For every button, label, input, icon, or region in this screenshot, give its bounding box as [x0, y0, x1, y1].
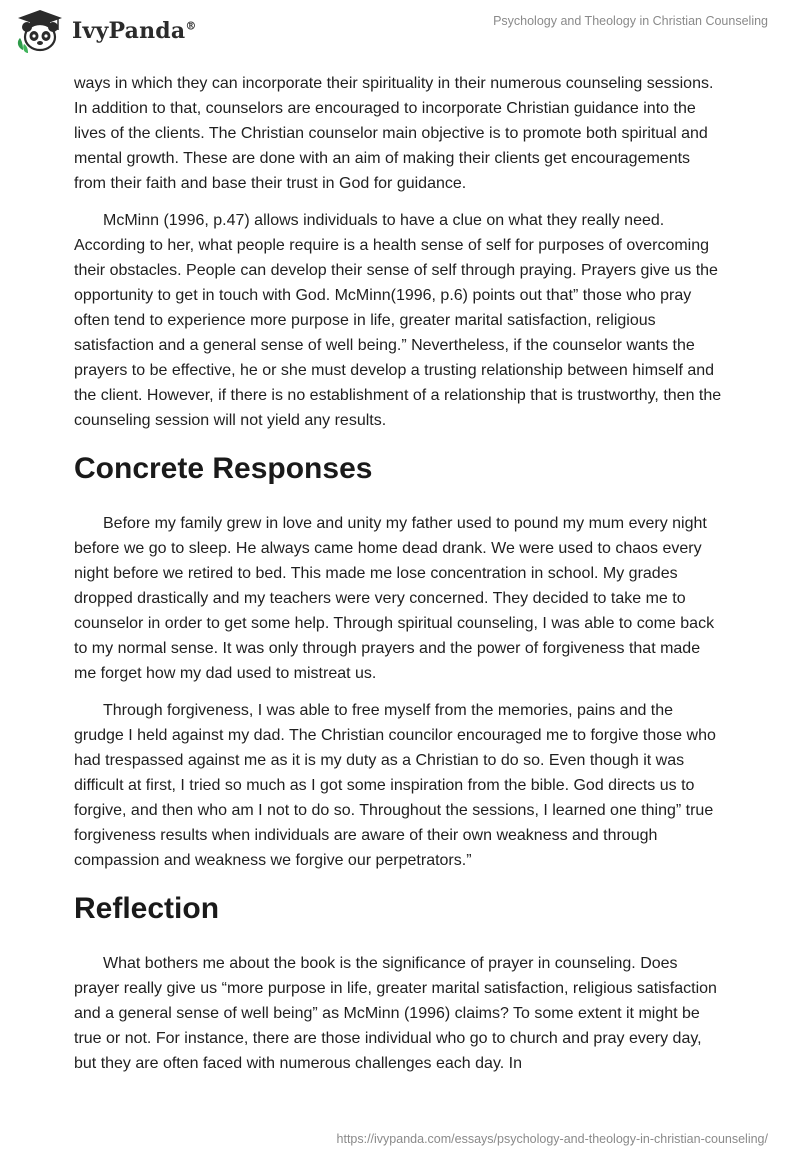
paragraph: Through forgiveness, I was able to free myself from the memories, pains and the grudge I held against my dad. The Christian councilor encouraged me to forgive those who had trespassed against me as it is my duty as a Christian to do so. Even though it was difficult at first, I tried so much as I got some inspiration from the bible. God directs us to forgive, and then who am I not to do so. Throughout the sessions, I learned one thing” true forgiveness results when individuals are aware of their own weakness and through compassion and weakness we forgive our perpetrators.”	[74, 702, 716, 869]
document-title: Psychology and Theology in Christian Counseling	[493, 14, 768, 28]
paragraph: What bothers me about the book is the significance of prayer in counseling. Does prayer really give us “more purpose in life, greater marital satisfaction, religious satisfaction and a general sense of well being” as McMinn (1996) claims? To some extent it might be true or not. For instance, there are those individual who go to church and pray every day, but they are often faced with numerous challenges each day. In	[74, 955, 717, 1072]
page-header	[0, 0, 800, 70]
section-heading-concrete-responses: Concrete Responses	[74, 452, 373, 485]
panda-icon	[14, 8, 66, 54]
essay-body	[74, 71, 726, 1088]
paragraph: Before my family grew in love and unity my father used to pound my mum every night before we go to sleep. He always came home dead drank. We were used to chaos every night before we retired to bed. This made me lose concentration in school. My grades dropped drastically and my teachers were very concerned. They decided to take me to counselor in order to get some help. Through spiritual counseling, I was able to come back to my normal sense. It was only through prayers and the power of forgiveness that made me forget how my dad used to mistreat us.	[74, 515, 715, 682]
ivypanda-logo[interactable]	[14, 8, 197, 54]
paragraph: ways in which they can incorporate their spirituality in their numerous counseling sessions. In addition to that, counselors are encouraged to incorporate Christian guidance into the lives of the clients. The Christian counselor main objective is to promote both spiritual and mental growth. These are done with an aim of making their clients get encouragements from their faith and base their trust in God for guidance.	[74, 75, 714, 192]
logo-text: IvyPanda®	[72, 18, 197, 44]
section-heading-reflection: Reflection	[74, 892, 220, 925]
source-url[interactable]: https://ivypanda.com/essays/psychology-and-theology-in-christian-counseling/	[336, 1132, 768, 1146]
paragraph: McMinn (1996, p.47) allows individuals to have a clue on what they really need. According to her, what people require is a health sense of self for purposes of overcoming their obstacles. People can develop their sense of self through praying. Prayers give us the opportunity to get in touch with God. McMinn(1996, p.6) points out that” those who pray often tend to experience more purpose in life, greater marital satisfaction, religious satisfaction and a general sense of well being.” Nevertheless, if the counselor wants the prayers to be effective, he or she must develop a trusting relationship between himself and the client. However, if there is no establishment of a relationship that is trustworthy, then the counseling session will not yield any results.	[74, 212, 722, 429]
